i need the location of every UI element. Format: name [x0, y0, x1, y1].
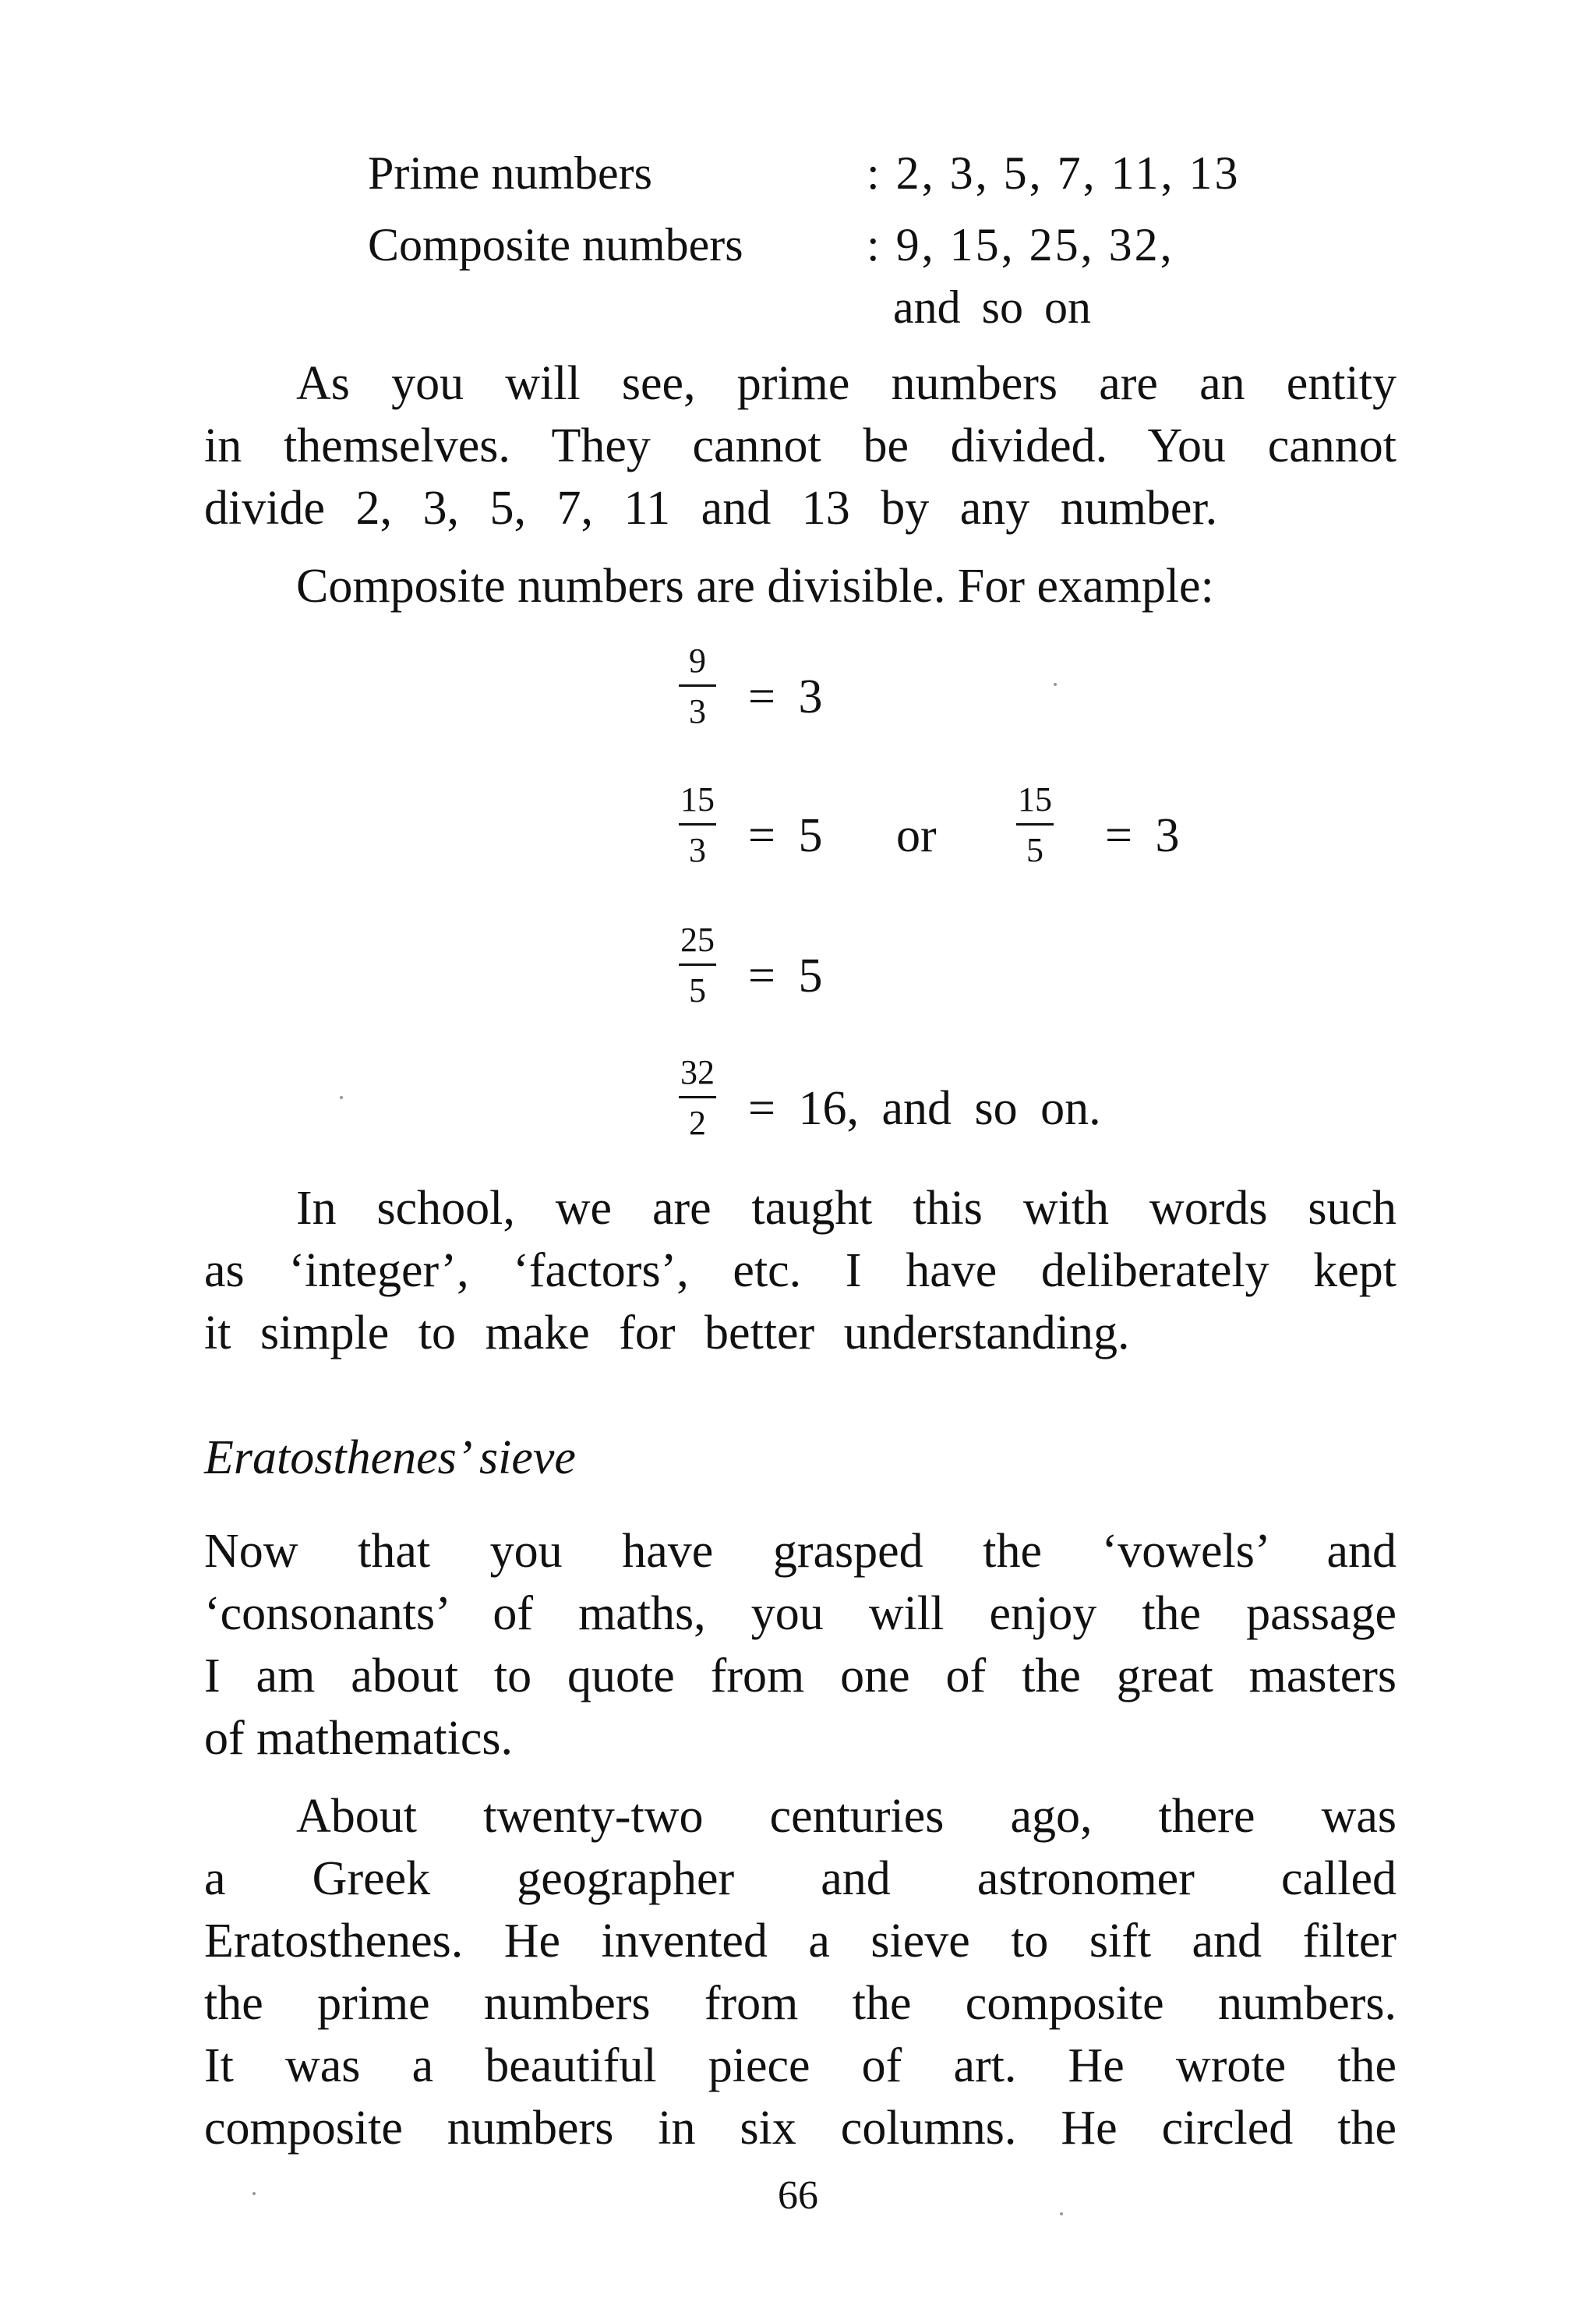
paragraph-2: Composite numbers are divisible. For example:: [296, 560, 1214, 613]
denominator: 5: [689, 971, 706, 1009]
denominator: 5: [1026, 831, 1043, 869]
fraction-bar: [1016, 823, 1054, 826]
paragraph-5-line-3: Eratosthenes. He invented a sieve to sift and filter: [204, 1915, 1396, 1968]
numerator: 25: [680, 921, 715, 959]
result-2a: = 5: [748, 809, 823, 862]
prime-numbers-label: Prime numbers: [368, 147, 652, 199]
paragraph-3-line-3: it simple to make for better understanding.: [204, 1306, 1130, 1360]
paragraph-4-line-1: Now that you have grasped the ‘vowels’ and: [204, 1525, 1396, 1578]
composite-numbers-continuation: and so on: [893, 281, 1091, 333]
paragraph-5-line-4: the prime numbers from the composite numbers.: [204, 1977, 1396, 2030]
paragraph-1-line-1: As you will see, prime numbers are an entity: [296, 357, 1396, 410]
result-4: = 16, and so on.: [748, 1082, 1101, 1135]
scan-speck: [1060, 2212, 1063, 2215]
result-1: = 3: [748, 670, 823, 723]
fraction-25-over-5: [666, 920, 729, 1011]
fraction-32-over-2: [666, 1052, 729, 1144]
fraction-9-over-3: [666, 641, 729, 732]
paragraph-5-line-6: composite numbers in six columns. He circled the: [204, 2102, 1396, 2155]
numerator: 15: [680, 780, 715, 819]
paragraph-4-line-4: of mathematics.: [204, 1712, 513, 1765]
numerator: 9: [689, 642, 706, 680]
fraction-bar: [679, 1096, 716, 1098]
paragraph-5-line-1: About twenty-two centuries ago, there was: [296, 1790, 1396, 1843]
numerator: 32: [680, 1053, 715, 1091]
paragraph-3-line-2: as ‘integer’, ‘factors’, etc. I have deliberately kept: [204, 1244, 1396, 1297]
or-text: or: [896, 809, 937, 862]
result-3: = 5: [748, 949, 823, 1002]
numerator: 15: [1018, 780, 1052, 819]
result-2b: = 3: [1105, 809, 1180, 862]
paragraph-5-line-2: a Greek geographer and astronomer called: [204, 1852, 1396, 1905]
scan-speck: [340, 1096, 343, 1099]
fraction-bar: [679, 684, 716, 687]
composite-numbers-values: : 9, 15, 25, 32,: [867, 219, 1174, 270]
scan-speck: [252, 2192, 256, 2195]
paragraph-3-line-1: In school, we are taught this with words such: [296, 1182, 1396, 1235]
fraction-bar: [679, 823, 716, 826]
fraction-15-over-3: [666, 780, 729, 871]
scan-speck: [1054, 683, 1057, 686]
denominator: 2: [689, 1104, 706, 1142]
paragraph-1-line-2: in themselves. They cannot be divided. You cannot: [204, 419, 1396, 472]
denominator: 3: [689, 692, 706, 730]
paragraph-5-line-5: It was a beautiful piece of art. He wrote the: [204, 2039, 1396, 2092]
fraction-bar: [679, 963, 716, 966]
fraction-15-over-5: [1004, 780, 1066, 871]
paragraph-4-line-3: I am about to quote from one of the great masters: [204, 1649, 1396, 1702]
page-number: 66: [778, 2173, 818, 2218]
denominator: 3: [689, 831, 706, 869]
paragraph-1-line-3: divide 2, 3, 5, 7, 11 and 13 by any number.: [204, 482, 1218, 535]
prime-numbers-values: : 2, 3, 5, 7, 11, 13: [867, 147, 1241, 199]
paragraph-4-line-2: ‘consonants’ of maths, you will enjoy the passage: [204, 1587, 1396, 1640]
section-heading: Eratosthenes’ sieve: [204, 1431, 576, 1484]
composite-numbers-label: Composite numbers: [368, 219, 743, 270]
